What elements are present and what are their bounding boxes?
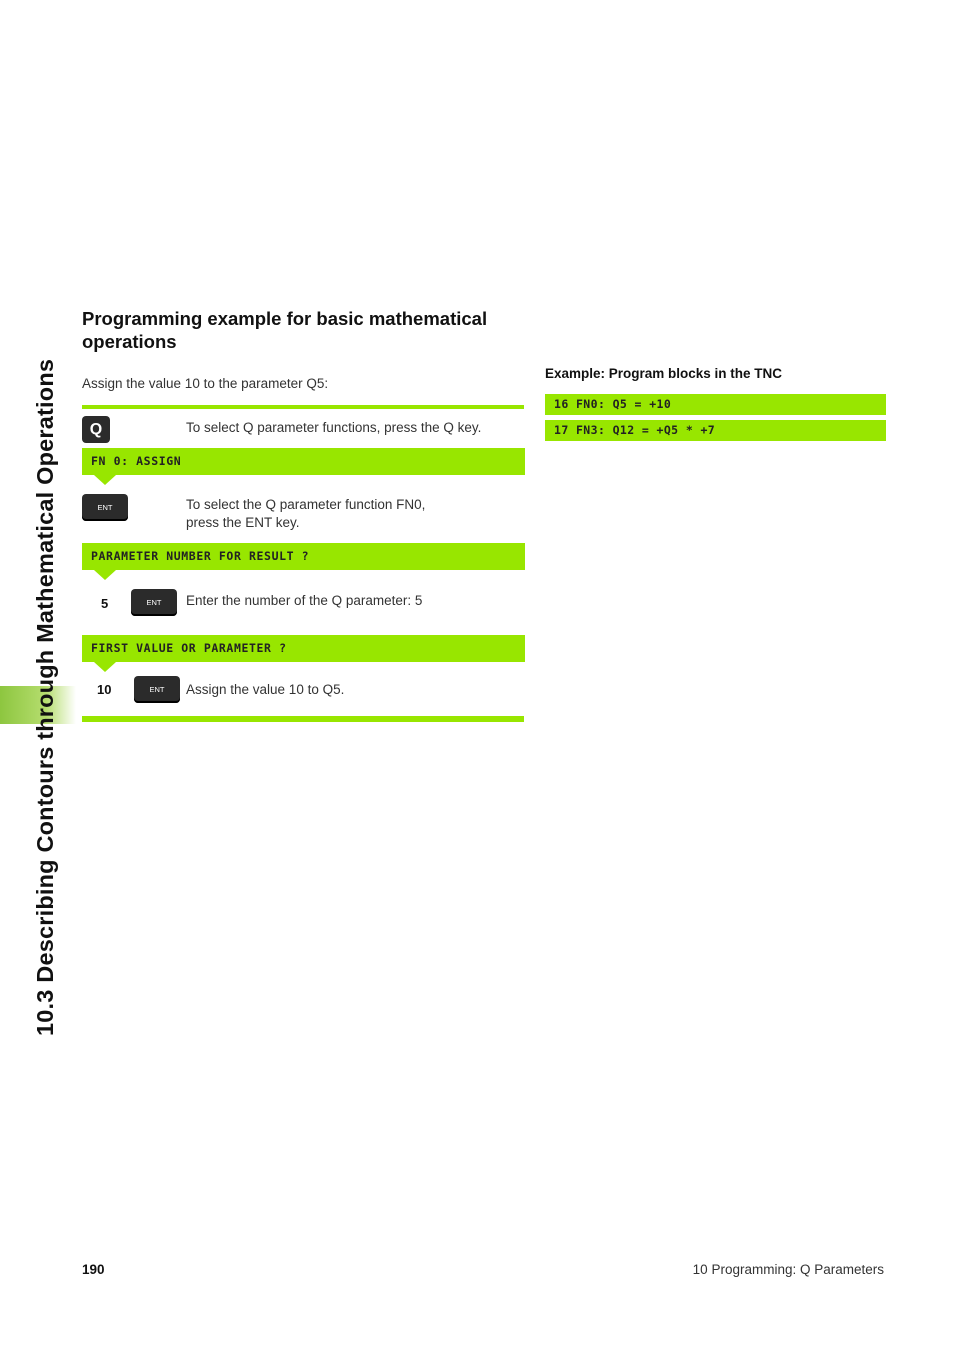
example-title: Example: Program blocks in the TNC [545,366,783,381]
section-heading: Programming example for basic mathematical operations [82,308,488,352]
bottom-rule [82,716,524,722]
dialog-first-value [82,635,525,662]
ent-key-instruction [186,496,425,532]
ent-instruction-line1: To select the Q parameter function FN0, [186,497,426,512]
intro-text: Assign the value 10 to the parameter Q5: [82,376,329,391]
ent-key[interactable]: ENT [82,494,128,521]
ent-key[interactable]: ENT [134,676,180,703]
chapter-title: 10 Programming: Q Parameters [692,1262,884,1277]
dialog-pointer-icon [94,475,116,485]
ent-key[interactable]: ENT [131,589,177,616]
dialog-pointer-icon [94,662,116,672]
ent-instruction-line2: press the ENT key. [186,515,300,530]
top-rule [82,405,524,409]
program-block-line: 16 FN0: Q5 = +10 [545,394,886,415]
dialog-fn0-assign [82,448,525,475]
step3-number: 5 [101,596,109,611]
dialog-first-value-label: FIRST VALUE OR PARAMETER ? [91,641,287,655]
dialog-parameter-number [82,543,525,570]
dialog-pointer-icon [94,570,116,580]
page-number: 190 [82,1262,105,1277]
step3-instruction: Enter the number of the Q parameter: 5 [186,593,423,608]
q-key[interactable]: Q [82,416,110,443]
dialog-fn0-assign-label: FN 0: ASSIGN [91,454,182,468]
step4-number: 10 [97,682,112,697]
dialog-parameter-number-label: PARAMETER NUMBER FOR RESULT ? [91,549,310,563]
q-key-instruction: To select Q parameter functions, press the Q key. [186,420,482,435]
step4-instruction: Assign the value 10 to Q5. [186,682,345,697]
side-section-title: 10.3 Describing Contours through Mathematical Operations [32,358,58,1036]
program-block-line: 17 FN3: Q12 = +Q5 * +7 [545,420,886,441]
